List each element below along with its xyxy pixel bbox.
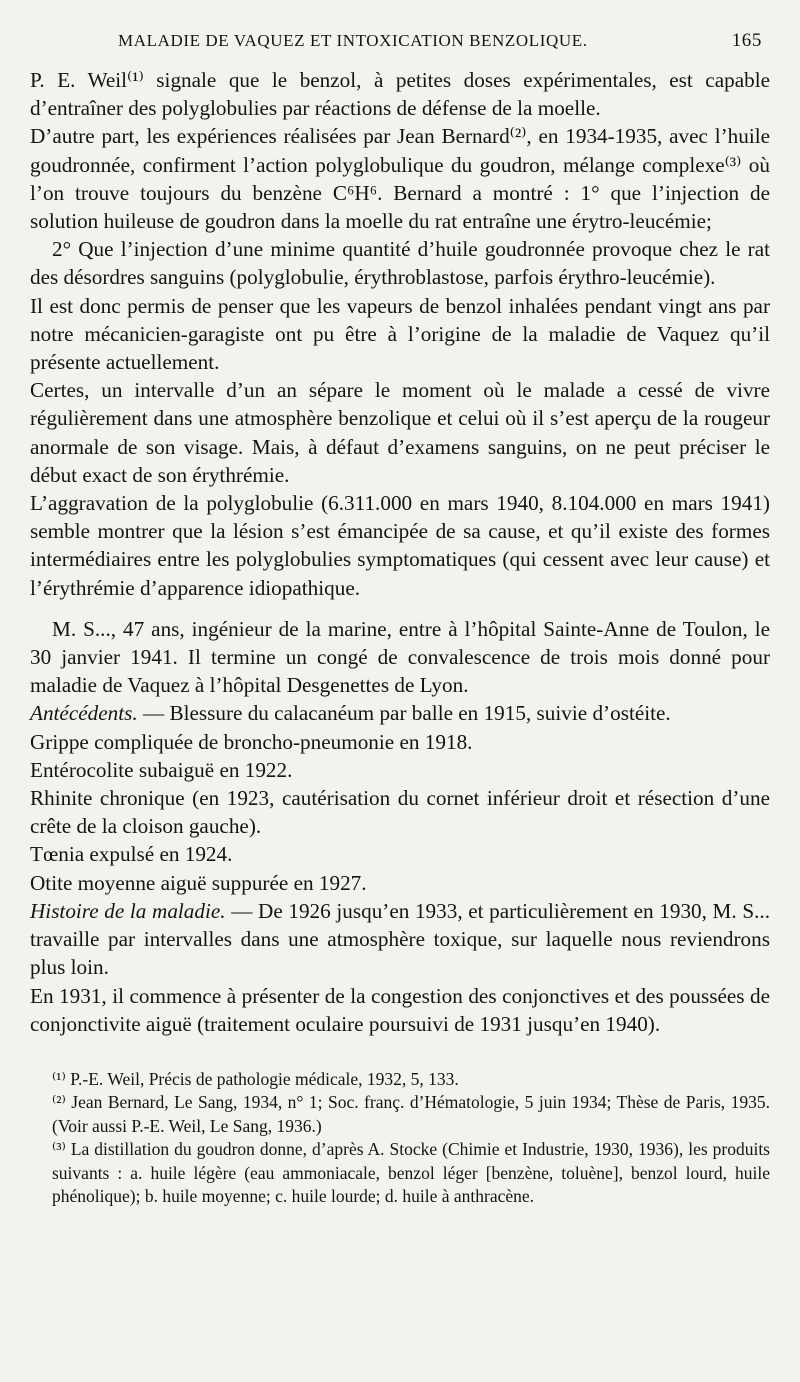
footnote: ⁽¹⁾ P.-E. Weil, Précis de pathologie médicale, 1932, 5, 133. bbox=[52, 1068, 459, 1089]
case-intro: M. S..., 47 ans, ingénieur de la marine, entre à l’hôpital Sainte-Anne de Toulon, le 30 janvier 1941. Il termine un congé de convalescence de trois mois donné pour maladie de Vaquez à l’hôpital Desgenettes de Lyon. bbox=[30, 616, 770, 698]
antecedents-line: Otite moyenne aiguë suppurée en 1927. bbox=[30, 870, 367, 895]
antecedents-line: Grippe compliquée de broncho-pneumonie en 1918. bbox=[30, 729, 473, 754]
history-line: En 1931, il commence à présenter de la congestion des conjonctives et des poussées de conjonctivite aiguë (traitement oculaire poursuivi de 1931 jusqu’en 1940). bbox=[30, 983, 770, 1036]
paragraph: Il est donc permis de penser que les vapeurs de benzol inhalées pendant vingt ans par notre mécanicien-garagiste ont pu être à l’origine de la maladie de Vaquez qu’il présente actuellement. bbox=[30, 293, 770, 375]
antecedents-line: Rhinite chronique (en 1923, cautérisation du cornet inférieur droit et résection d’une crête de la cloison gauche). bbox=[30, 786, 770, 839]
history-label: Histoire de la maladie. bbox=[30, 898, 226, 923]
antecedents-line: Entérocolite subaiguë en 1922. bbox=[30, 757, 293, 782]
antecedents-line: Tœnia expulsé en 1924. bbox=[30, 842, 233, 867]
antecedents-line bbox=[30, 699, 770, 727]
antecedents-label: Antécédents. bbox=[30, 701, 138, 726]
history-line bbox=[30, 897, 770, 982]
paragraph: D’autre part, les expériences réalisées par Jean Bernard⁽²⁾, en 1934-1935, avec l’huile goudronnée, confirment l’action polyglobulique du goudron, mélange complexe⁽³⁾ où l’on trouve toujours du benzène C⁶H⁶. Bernard a montré : 1° que l’injection de solution huileuse de goudron dans la moelle du rat entraîne une érytro-leucémie; bbox=[30, 124, 770, 234]
book-page bbox=[30, 30, 770, 1209]
antecedents-text: — Blessure du calacanéum par balle en 1915, suivie d’ostéite. bbox=[137, 701, 671, 726]
paragraph: Certes, un intervalle d’un an sépare le moment où le malade a cessé de vivre régulièrement dans une atmosphère benzolique et celui où il s’est aperçu de la rougeur anormale de son visage. Mais, à défaut d’examens sanguins, on ne peut préciser le début exact de son érythrémie. bbox=[30, 378, 770, 487]
page-number: 165 bbox=[731, 30, 762, 51]
running-title: MALADIE DE VAQUEZ ET INTOXICATION BENZOLIQUE. bbox=[118, 31, 588, 50]
paragraph: 2° Que l’injection d’une minime quantité d’huile goudronnée provoque chez le rat des désordres sanguins (polyglobulie, érythroblastose, parfois érythro-leucémie). bbox=[30, 237, 770, 290]
footnote: ⁽²⁾ Jean Bernard, Le Sang, 1934, n° 1; Soc. franç. d’Hématologie, 5 juin 1934; Thèse de Paris, 1935. (Voir aussi P.-E. Weil, Le Sang, 1936.) bbox=[52, 1092, 770, 1136]
main-text bbox=[30, 66, 770, 1038]
running-header bbox=[30, 30, 770, 52]
paragraph: L’aggravation de la polyglobulie (6.311.000 en mars 1940, 8.104.000 en mars 1941) semble montrer que la lésion s’est émancipée de sa cause, et qu’il existe des formes intermédiaires entre les polyglobulies symptomatiques (qui cessent avec leur cause) et l’érythrémie d’apparence idiopathique. bbox=[30, 491, 770, 600]
footnotes bbox=[30, 1068, 770, 1209]
paragraph: P. E. Weil⁽¹⁾ signale que le benzol, à petites doses expérimentales, est capable d’entraîner des polyglobulies par réactions de défense de la moelle. bbox=[30, 68, 770, 121]
history-text: — De 1926 jusqu’en 1933, et particulièrement en 1930, M. S... travaille par intervalles dans une atmosphère toxique, sur laquelle nous reviendrons plus loin. bbox=[30, 898, 770, 980]
footnote: ⁽³⁾ La distillation du goudron donne, d’après A. Stocke (Chimie et Industrie, 1930, 1936), les produits suivants : a. huile légère (eau ammoniacale, benzol léger [benzène, toluène], benzol lourd, huile phénolique); b. huile moyenne; c. huile lourde; d. huile à anthracène. bbox=[52, 1139, 770, 1207]
